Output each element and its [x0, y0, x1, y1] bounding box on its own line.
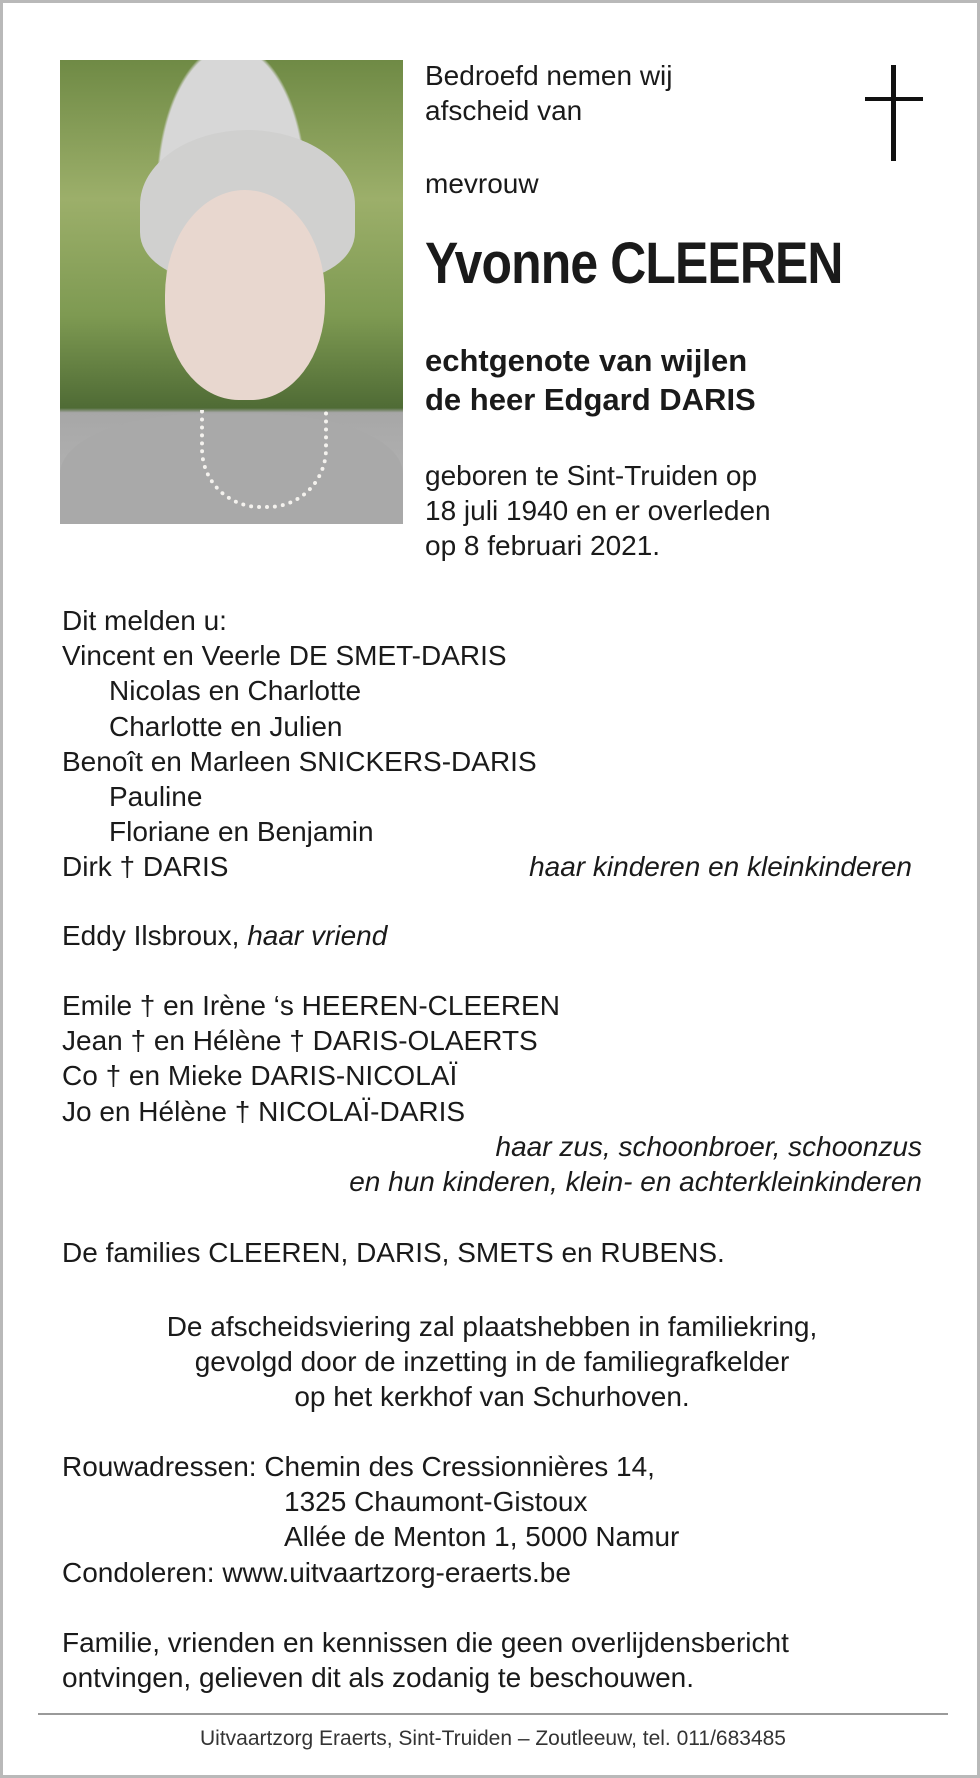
list-item: Jean † en Hélène † DARIS-OLAERTS [62, 1025, 538, 1057]
list-item: Benoît en Marleen SNICKERS-DARIS [62, 745, 537, 777]
friend-line: Eddy Ilsbroux, haar vriend [62, 920, 388, 951]
address-line: Allée de Menton 1, 5000 Namur [284, 1521, 680, 1553]
list-item: Floriane en Benjamin [109, 816, 374, 848]
children-list [62, 603, 912, 885]
address-line: 1325 Chaumont-Gistoux [284, 1486, 588, 1518]
list-item: Co † en Mieke DARIS-NICOLAÏ [62, 1060, 458, 1092]
spouse-text: echtgenote van wijlen de heer Edgard DARIS [425, 343, 756, 417]
condolences-line: Condoleren: www.uitvaartzorg-eraerts.be [62, 1556, 571, 1588]
deceased-name: Yvonne CLEEREN [425, 231, 843, 296]
closing-text: Familie, vrienden en kennissen die geen overlijdensbericht ontvingen, gelieven dit als zodanig te beschouwen. [62, 1627, 789, 1694]
relation-label: haar zus, schoonbroer, schoonzus [495, 1130, 922, 1162]
list-item: Dirk † DARIS haar kinderen en kleinkinderen [62, 849, 912, 884]
birth-death-text: geboren te Sint-Truiden op 18 juli 1940 en er overleden op 8 februari 2021. [425, 460, 771, 561]
ceremony-text: De afscheidsviering zal plaatshebben in familiekring, gevolgd door de inzetting in de familiegrafkelder op het kerkhof van Schurhoven. [166, 1311, 818, 1413]
title-prefix: mevrouw [425, 168, 539, 199]
portrait-photo [60, 60, 403, 524]
address-label: Rouwadressen: Chemin des Cressionnières 14, [62, 1451, 655, 1482]
relation-label: en hun kinderen, klein- en achterkleinkinderen [349, 1165, 922, 1197]
list-item: Nicolas en Charlotte [109, 675, 362, 707]
list-item: Pauline [109, 780, 203, 812]
relation-label: haar kinderen en kleinkinderen [529, 851, 912, 883]
list-heading: Dit melden u: [62, 605, 227, 636]
addresses [62, 1449, 679, 1590]
cross-icon [865, 65, 923, 161]
siblings-list [62, 988, 922, 1199]
intro-text: Bedroefd nemen wij afscheid van [425, 60, 673, 126]
families-line: De families CLEEREN, DARIS, SMETS en RUBENS. [62, 1237, 725, 1268]
relation-label: haar vriend [247, 920, 388, 951]
list-item: Vincent en Veerle DE SMET-DARIS [62, 640, 507, 672]
list-item: Emile † en Irène ‘s HEEREN-CLEEREN [62, 990, 560, 1021]
list-item: Charlotte en Julien [109, 710, 343, 742]
footer-funeral-home: Uitvaartzorg Eraerts, Sint-Truiden – Zoutleeuw, tel. 011/683485 [200, 1727, 786, 1750]
divider [38, 1713, 948, 1715]
list-item: Jo en Hélène † NICOLAÏ-DARIS [62, 1095, 466, 1127]
